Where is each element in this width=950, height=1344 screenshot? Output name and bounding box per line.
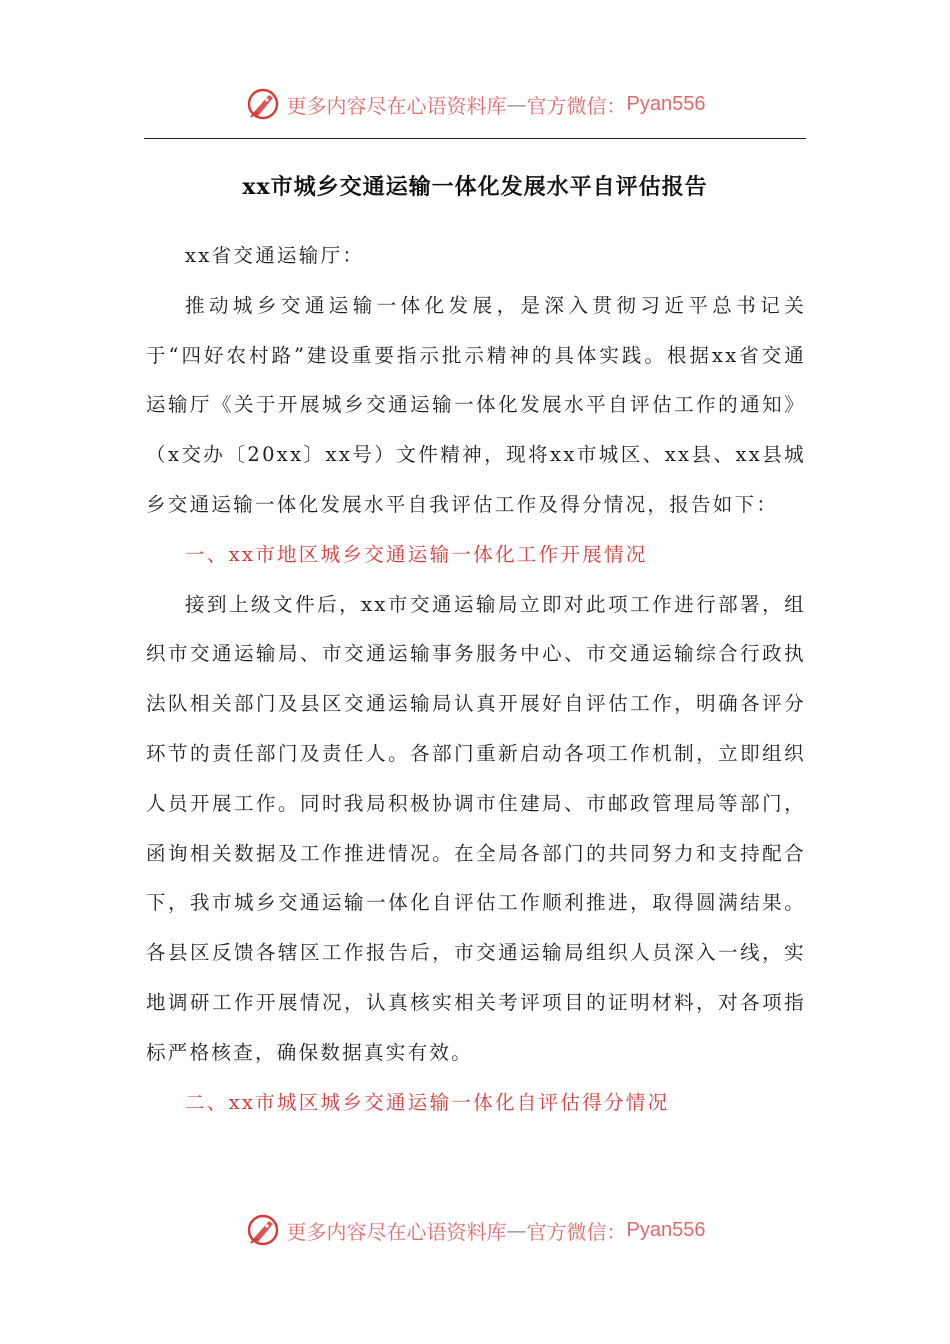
section-heading-2: 二、xx市城区城乡交通运输一体化自评估得分情况 xyxy=(185,1090,670,1114)
banner-main-text: 更多内容尽在心语资料库 xyxy=(286,93,507,118)
paragraph-intro: 推动城乡交通运输一体化发展，是深入贯彻习近平总书记关于“四好农村路”建设重要指示批示精神的具体实践。根据xx省交通运输厅《关于开展城乡交通运输一体化发展水平自评估工作的通知》（x交办〔20xx〕xx号）文件精神，现将xx市城区、xx县、xx县城乡交通运输一体化发展水平自我评估工作及得分情况，报告如下： xyxy=(146,293,806,516)
header-divider xyxy=(144,138,806,139)
banner-separator: — xyxy=(506,92,527,116)
document-body xyxy=(146,231,806,1127)
footer-watermark-banner xyxy=(0,1210,950,1250)
document-title: xx市城乡交通运输一体化发展水平自评估报告 xyxy=(242,174,708,200)
banner-wechat-label: 官方微信： xyxy=(526,1219,627,1244)
section-heading-1: 一、xx市地区城乡交通运输一体化工作开展情况 xyxy=(185,542,648,566)
paragraph-work-progress: 接到上级文件后，xx市交通运输局立即对此项工作进行部署，组织市交通运输局、市交通运输事务服务中心、市交通运输综合行政执法队相关部门及县区交通运输局认真开展好自评估工作，明确各评分环节的责任部门及责任人。各部门重新启动各项工作机制，立即组织人员开展工作。同时我局积极协调市住建局、市邮政管理局等部门，函询相关数据及工作推进情况。在全局各部门的共同努力和支持配合下，我市城乡交通运输一体化自评估工作顺利推进，取得圆满结果。各县区反馈各辖区工作报告后，市交通运输局组织人员深入一线，实地调研工作开展情况，认真核实相关考评项目的证明材料，对各项指标严格核查，确保数据真实有效。 xyxy=(146,592,806,1064)
pen-nib-logo-icon xyxy=(245,1212,281,1248)
banner-separator: — xyxy=(506,1218,527,1242)
banner-wechat-id: Pyan556 xyxy=(626,92,706,115)
banner-wechat-label: 官方微信： xyxy=(526,93,627,118)
banner-main-text: 更多内容尽在心语资料库 xyxy=(286,1219,507,1244)
header-watermark-banner xyxy=(0,84,950,124)
banner-wechat-id: Pyan556 xyxy=(626,1218,706,1241)
pen-nib-logo-icon xyxy=(245,86,281,122)
salutation: xx省交通运输厅： xyxy=(185,244,365,267)
